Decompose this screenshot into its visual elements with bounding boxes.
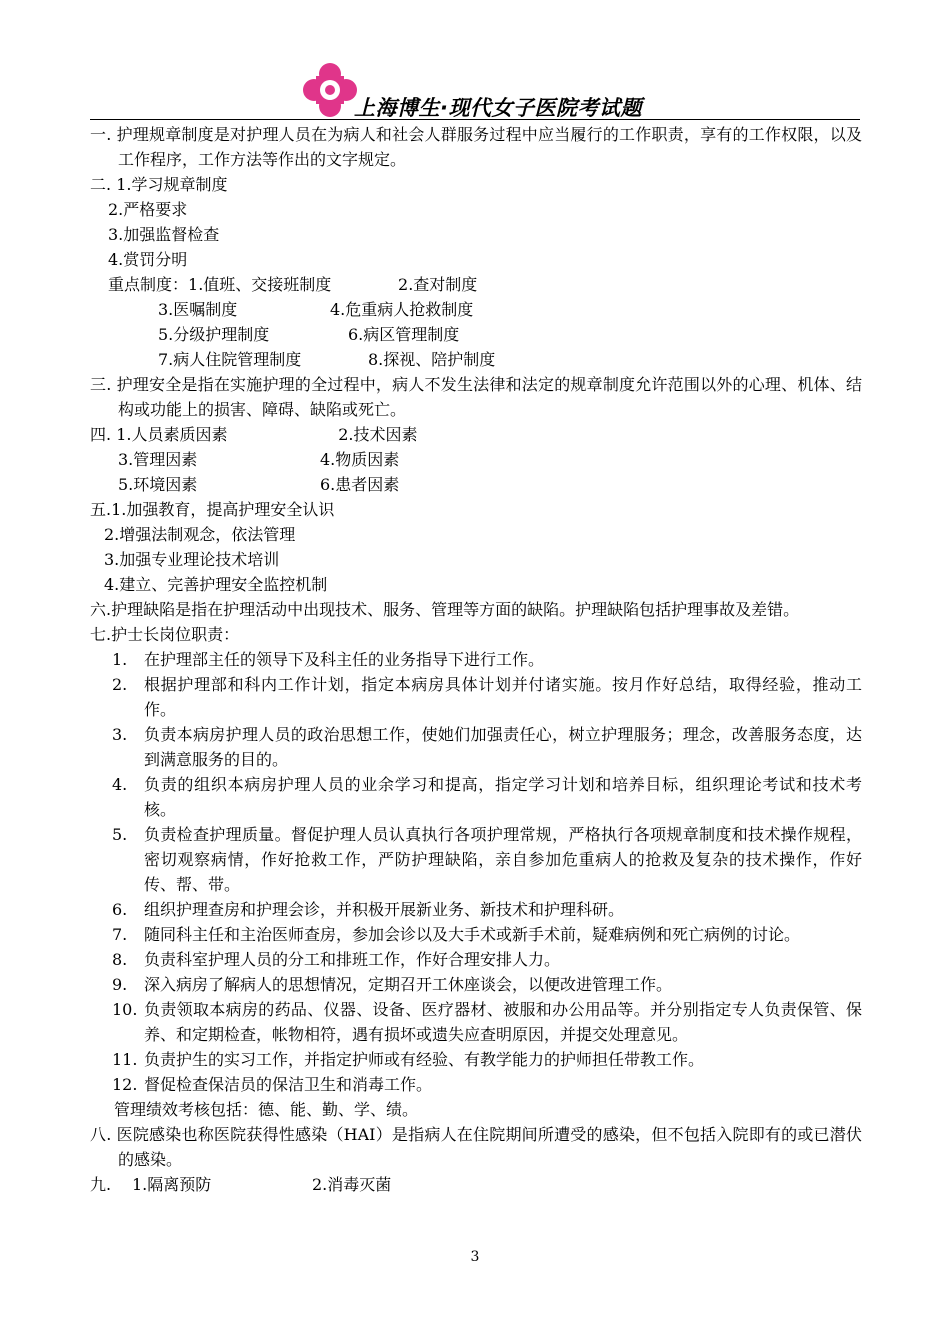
section-7-label: 七. xyxy=(90,625,112,644)
section-2-item-4: 4.赏罚分明 xyxy=(108,250,188,269)
section-4-item-1: 1.人员素质因素 xyxy=(116,425,228,444)
list-item-text: 负责本病房护理人员的政治思想工作，使她们加强责任心，树立护理服务；理念，改善服务态度，达到满意服务的目的。 xyxy=(144,725,862,769)
key-system-4: 4.危重病人抢救制度 xyxy=(330,300,474,319)
list-item xyxy=(90,972,862,997)
section-6 xyxy=(90,597,862,622)
document-body xyxy=(90,122,862,1197)
list-item-text: 组织护理查房和护理会诊，并积极开展新业务、新技术和护理科研。 xyxy=(144,900,625,919)
header-rule xyxy=(90,119,860,120)
section-8-label: 八. xyxy=(90,1125,112,1144)
key-system-8: 8.探视、陪护制度 xyxy=(368,350,496,369)
section-5-item-2: 2.增强法制观念，依法管理 xyxy=(104,525,296,544)
list-item-text: 随同科主任和主治医师查房，参加会诊以及大手术或新手术前，疑难病例和死亡病例的讨论。 xyxy=(144,925,801,944)
section-4-label: 四. xyxy=(90,425,112,444)
list-item-text: 督促检查保洁员的保洁卫生和消毒工作。 xyxy=(144,1075,433,1094)
section-5 xyxy=(90,497,862,522)
section-2-item-3: 3.加强监督检查 xyxy=(108,225,220,244)
section-7 xyxy=(90,622,862,647)
duty-list xyxy=(90,647,862,1097)
list-item-text: 根据护理部和科内工作计划，指定本病房具体计划并付诸实施。按月作好总结，取得经验，推动工作。 xyxy=(144,675,862,719)
performance-note: 管理绩效考核包括：德、能、勤、学、绩。 xyxy=(114,1100,419,1119)
section-1-text: 护理规章制度是对护理人员在为病人和社会人群服务过程中应当履行的工作职责，享有的工作权限，以及工作程序，工作方法等作出的文字规定。 xyxy=(116,125,862,169)
key-system-7: 7.病人住院管理制度 xyxy=(158,350,302,369)
section-2-item-2: 2.严格要求 xyxy=(108,200,188,219)
section-4 xyxy=(90,422,862,447)
key-system-row xyxy=(90,322,862,347)
key-system-5: 5.分级护理制度 xyxy=(158,325,270,344)
key-system-3: 3.医嘱制度 xyxy=(158,300,238,319)
list-item xyxy=(90,647,862,672)
section-8-text: 医院感染也称医院获得性感染（HAI）是指病人在住院期间所遭受的感染，但不包括入院即有的或已潜伏的感染。 xyxy=(116,1125,862,1169)
flower-logo-icon xyxy=(302,62,358,118)
page-number: 3 xyxy=(470,1249,480,1265)
list-item-text: 在护理部主任的领导下及科主任的业务指导下进行工作。 xyxy=(144,650,545,669)
list-item-number: 6. xyxy=(112,900,128,919)
list-item-number: 11. xyxy=(112,1050,138,1069)
section-6-label: 六. xyxy=(90,600,112,619)
header-title: 上海博生·现代女子医院考试题 xyxy=(354,96,642,120)
list-item xyxy=(90,947,862,972)
section-2-item-1: 1.学习规章制度 xyxy=(116,175,228,194)
list-item-text: 负责科室护理人员的分工和排班工作，作好合理安排人力。 xyxy=(144,950,561,969)
list-item-text: 负责领取本病房的药品、仪器、设备、医疗器材、被服和办公用品等。并分别指定专人负责保管、保养、和定期检查，帐物相符，遇有损坏或遗失应查明原因，并提交处理意见。 xyxy=(144,1000,862,1044)
key-system-row xyxy=(90,272,862,297)
section-4-item-5: 5.环境因素 xyxy=(118,475,198,494)
section-4-item-3: 3.管理因素 xyxy=(118,450,198,469)
list-item-number: 8. xyxy=(112,950,128,969)
section-3 xyxy=(90,372,862,422)
section-4-item-6: 6.患者因素 xyxy=(320,475,400,494)
key-system-2: 2.查对制度 xyxy=(398,275,478,294)
section-4-row xyxy=(90,472,862,497)
section-9 xyxy=(90,1172,862,1197)
key-system-row xyxy=(90,347,862,372)
list-item xyxy=(90,772,862,822)
list-item-number: 5. xyxy=(112,825,128,844)
list-item xyxy=(90,822,862,897)
list-item-text: 负责检查护理质量。督促护理人员认真执行各项护理常规，严格执行各项规章制度和技术操作规程，密切观察病情，作好抢救工作，严防护理缺陷，亲自参加危重病人的抢救及复杂的技术操作，作好传、帮、带。 xyxy=(144,825,862,894)
section-6-text: 护理缺陷是指在护理活动中出现技术、服务、管理等方面的缺陷。护理缺陷包括护理事故及差错。 xyxy=(111,600,800,619)
section-4-row xyxy=(90,447,862,472)
key-system-label: 重点制度： xyxy=(108,275,189,294)
section-4-item-2: 2.技术因素 xyxy=(338,425,418,444)
list-item xyxy=(90,997,862,1047)
section-9-label: 九. xyxy=(90,1175,112,1194)
section-9-item-2: 2.消毒灭菌 xyxy=(312,1175,392,1194)
list-item xyxy=(90,897,862,922)
list-item-text: 负责的组织本病房护理人员的业余学习和提高，指定学习计划和培养目标，组织理论考试和技术考核。 xyxy=(144,775,862,819)
list-item-number: 4. xyxy=(112,775,128,794)
section-7-title: 护士长岗位职责： xyxy=(111,625,240,644)
section-4-item-4: 4.物质因素 xyxy=(320,450,400,469)
section-5-item-1: 1.加强教育，提高护理安全认识 xyxy=(111,500,335,519)
list-item-text: 负责护生的实习工作，并指定护师或有经验、有教学能力的护师担任带教工作。 xyxy=(144,1050,705,1069)
list-item-number: 12. xyxy=(112,1075,138,1094)
section-5-label: 五. xyxy=(90,500,112,519)
section-1-label: 一. xyxy=(90,125,112,144)
list-item-number: 2. xyxy=(112,675,128,694)
list-item-number: 9. xyxy=(112,975,128,994)
section-3-text: 护理安全是指在实施护理的全过程中，病人不发生法律和法定的规章制度允许范围以外的心理、机体、结构或功能上的损害、障碍、缺陷或死亡。 xyxy=(116,375,862,419)
list-item-number: 3. xyxy=(112,725,128,744)
section-1 xyxy=(90,122,862,172)
key-system-6: 6.病区管理制度 xyxy=(348,325,460,344)
list-item xyxy=(90,922,862,947)
list-item-number: 10. xyxy=(112,1000,138,1019)
list-item-text: 深入病房了解病人的思想情况，定期召开工休座谈会，以便改进管理工作。 xyxy=(144,975,673,994)
section-5-item-3: 3.加强专业理论技术培训 xyxy=(104,550,280,569)
list-item-number: 1. xyxy=(112,650,128,669)
list-item xyxy=(90,722,862,772)
section-8 xyxy=(90,1122,862,1172)
section-9-item-1: 1.隔离预防 xyxy=(132,1175,212,1194)
section-2-label: 二. xyxy=(90,175,112,194)
key-system-1: 1.值班、交接班制度 xyxy=(188,275,332,294)
list-item xyxy=(90,672,862,722)
list-item-number: 7. xyxy=(112,925,128,944)
list-item xyxy=(90,1072,862,1097)
section-3-label: 三. xyxy=(90,375,112,394)
section-2 xyxy=(90,172,862,197)
key-system-row xyxy=(90,297,862,322)
list-item xyxy=(90,1047,862,1072)
section-5-item-4: 4.建立、完善护理安全监控机制 xyxy=(104,575,328,594)
page-header xyxy=(302,62,722,120)
